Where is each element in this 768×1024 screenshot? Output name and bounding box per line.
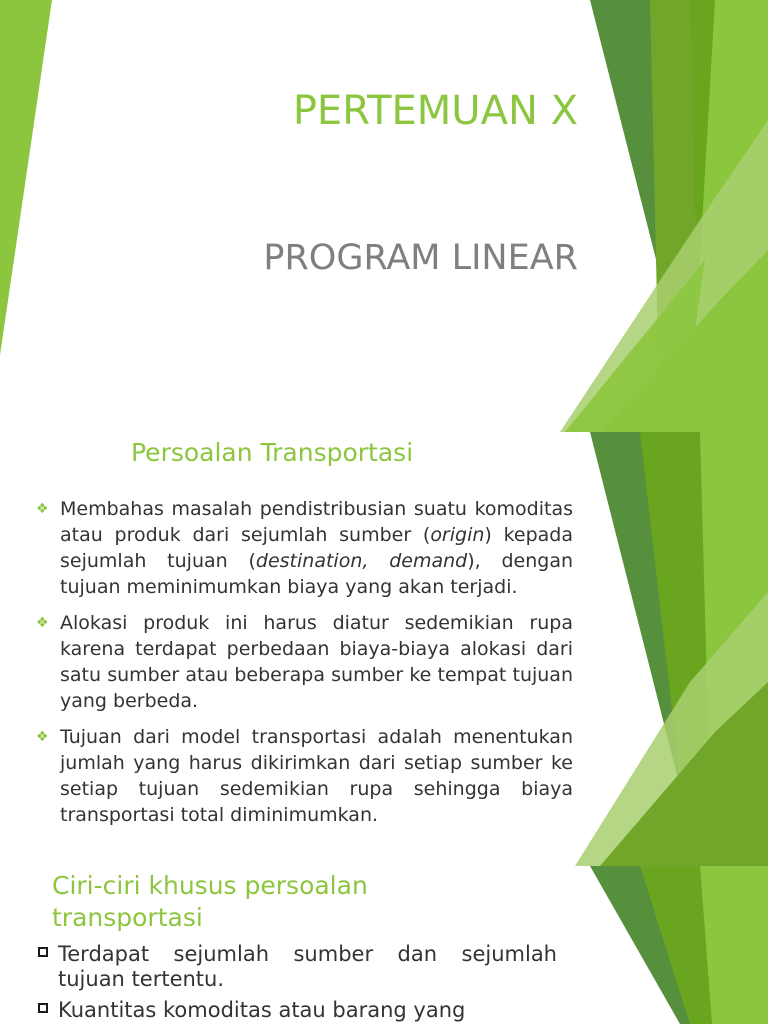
text-segment: ), dengan tujuan meminimumkan biaya yang akan terjadi. bbox=[60, 550, 574, 598]
bullet-text bbox=[60, 726, 573, 826]
slide-subtitle: PROGRAM LINEAR bbox=[263, 238, 578, 278]
bullet-item bbox=[36, 724, 573, 828]
transport-problem-slide bbox=[0, 432, 768, 866]
italic-term: origin bbox=[430, 524, 485, 546]
four-diamond-bullet-icon: ❖ bbox=[36, 729, 49, 745]
text-segment: Membahas masalah pendistribusian suatu komoditas atau produk dari sejumlah sumber ( bbox=[60, 498, 573, 546]
hollow-square-bullet-icon bbox=[38, 947, 48, 957]
text-segment: Tujuan dari model transportasi adalah menentukan jumlah yang harus dikirimkan dari setiap sumber ke setiap tujuan sedemikian rupa sehingga biaya transportasi total diminimumkan. bbox=[60, 726, 573, 826]
text-segment: ) kepada sejumlah tujuan ( bbox=[60, 524, 574, 572]
green-decoration bbox=[0, 0, 768, 432]
section-title: Persoalan Transportasi bbox=[131, 438, 414, 467]
hollow-square-bullet-icon bbox=[38, 1003, 48, 1013]
bullet-text: Terdapat sejumlah sumber dan sejumlah tujuan tertentu. bbox=[58, 942, 557, 991]
bullet-item bbox=[36, 496, 573, 600]
title-slide bbox=[0, 0, 768, 432]
bullet-item bbox=[36, 942, 557, 992]
bullet-text: Kuantitas komoditas atau barang yang bbox=[58, 998, 466, 1022]
bullet-list bbox=[36, 496, 573, 838]
italic-term: destination, demand bbox=[255, 550, 468, 572]
bullet-text bbox=[60, 612, 573, 712]
four-diamond-bullet-icon: ❖ bbox=[36, 501, 49, 517]
bullet-item bbox=[36, 610, 573, 714]
bullet-list bbox=[36, 942, 557, 1024]
transport-characteristics-slide bbox=[0, 866, 768, 1024]
bullet-text bbox=[60, 498, 573, 598]
text-segment: Alokasi produk ini harus diatur sedemikian rupa karena terdapat perbedaan biaya-biaya alokasi dari satu sumber atau beberapa sumber ke tempat tujuan yang berbeda. bbox=[60, 612, 573, 712]
bullet-item bbox=[36, 998, 557, 1023]
slide-title: PERTEMUAN X bbox=[292, 88, 578, 134]
four-diamond-bullet-icon: ❖ bbox=[36, 615, 49, 631]
section-title: Ciri-ciri khusus persoalan transportasi bbox=[52, 871, 368, 932]
